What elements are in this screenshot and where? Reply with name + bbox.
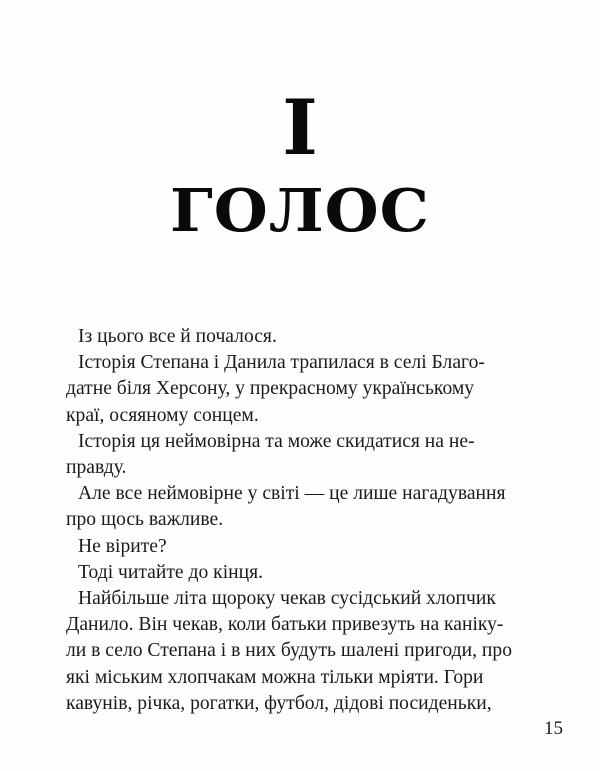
text-line: Найбільше літа щороку чекав сусідський хлопчик — [78, 588, 496, 610]
text-line: Але все неймовірне у світі — це лише нагадування — [78, 483, 506, 505]
text-line: Данило. Він чекав, коли батьки привезуть на каніку- — [66, 614, 504, 636]
text-line: кавунів, річка, рогатки, футбол, дідові посиденьки, — [66, 692, 492, 714]
text-line: датне біля Херсону, у прекрасному українському — [66, 378, 475, 400]
page-number: 15 — [544, 718, 563, 739]
chapter-number: I — [282, 83, 318, 172]
text-line: Історія Степана і Данила трапилася в селі Благо- — [78, 352, 485, 374]
text-line: які міським хлопчакам можна тільки мріяти. Гори — [66, 666, 484, 688]
chapter-body — [66, 324, 536, 717]
text-line: правду. — [66, 457, 127, 479]
chapter-title: ГОЛОС — [170, 175, 430, 246]
text-line: Із цього все й почалося. — [78, 326, 277, 347]
text-line: Історія ця неймовірна та може скидатися на не- — [78, 430, 475, 452]
text-line: ли в село Степана і в них будуть шалені пригоди, про — [66, 640, 512, 662]
text-line: про щось важливе. — [66, 509, 224, 531]
text-line: Тоді читайте до кінця. — [78, 561, 264, 583]
text-line: краї, осяяному сонцем. — [66, 404, 259, 426]
text-line: Не вірите? — [78, 535, 167, 557]
